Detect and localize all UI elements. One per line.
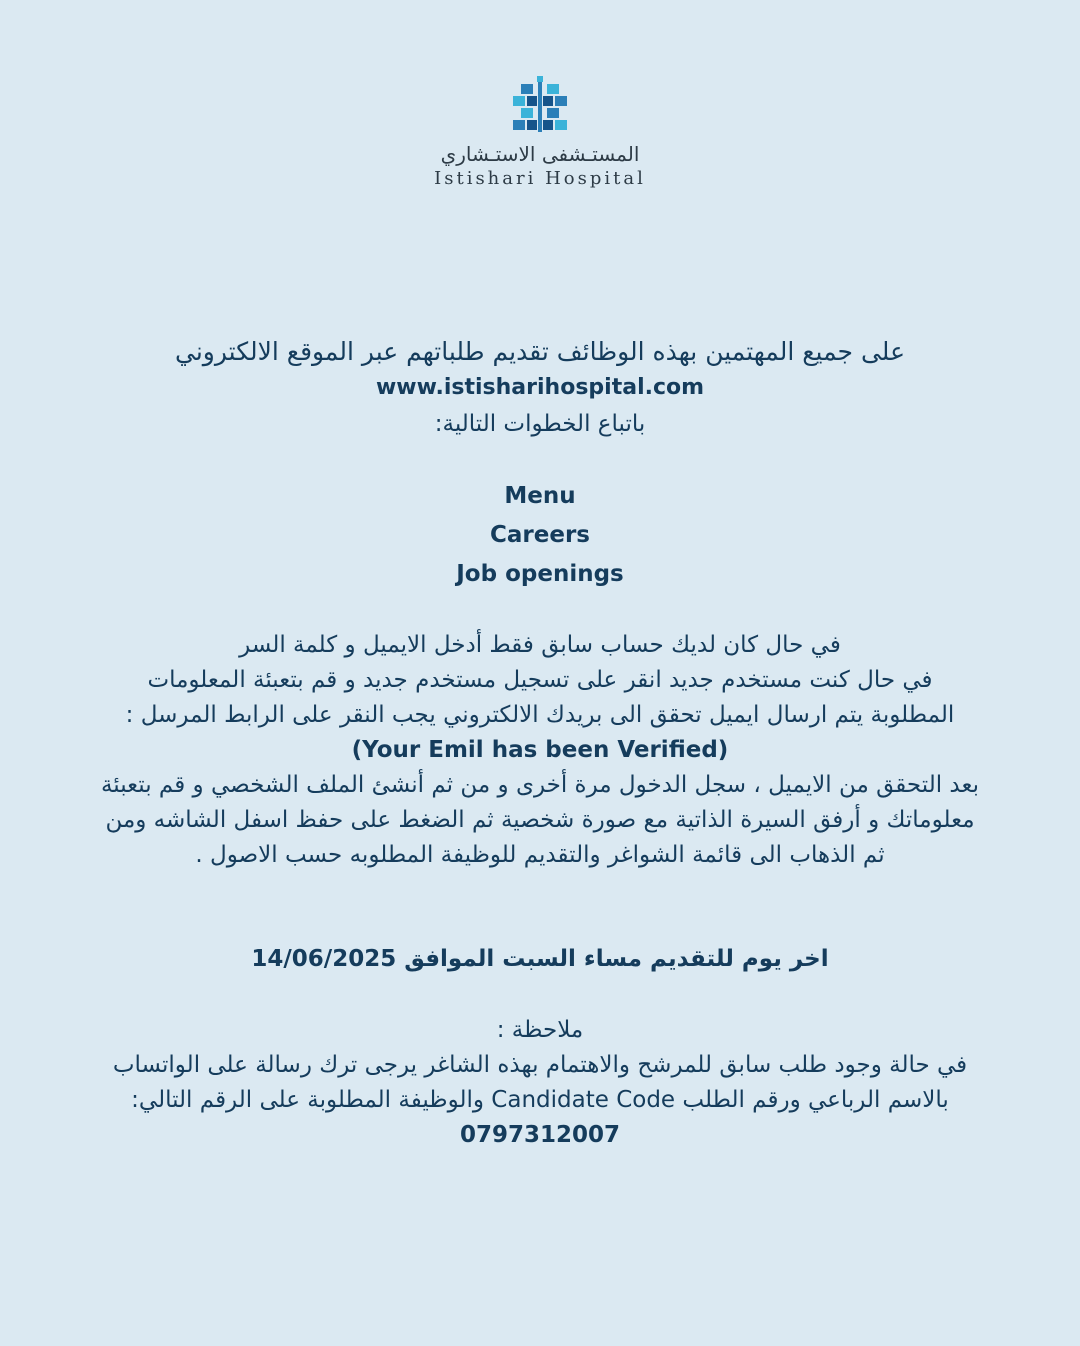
steps-intro: باتباع الخطوات التالية: bbox=[434, 411, 646, 437]
menu-step-job-openings: Job openings bbox=[456, 561, 624, 587]
instruction-line: المطلوبة يتم ارسال ايميل تحقق الى بريدك الالكتروني يجب النقر على الرابط المرسل : bbox=[125, 702, 955, 728]
menu-path bbox=[40, 477, 1040, 594]
verified-message: (Your Emil has been Verified) bbox=[351, 737, 729, 763]
logo-name-english: Istishari Hospital bbox=[434, 168, 646, 189]
instruction-line: في حال كنت مستخدم جديد انقر على تسجيل مستخدم جديد و قم بتعبئة المعلومات bbox=[147, 667, 933, 693]
instruction-line: معلوماتك و أرفق السيرة الذاتية مع صورة شخصية ثم الضغط على حفظ اسفل الشاشه ومن bbox=[105, 807, 975, 833]
note-line: بالاسم الرباعي ورقم الطلب Candidate Code والوظيفة المطلوبة على الرقم التالي: bbox=[131, 1087, 949, 1113]
intro-line: على جميع المهتمين بهذه الوظائف تقديم طلباتهم عبر الموقع الالكتروني bbox=[174, 337, 905, 366]
logo-name-arabic: المستـشفى الاستـشاري bbox=[440, 142, 640, 166]
menu-step-careers: Careers bbox=[490, 522, 590, 548]
instruction-line: بعد التحقق من الايميل ، سجل الدخول مرة أخرى و من ثم أنشئ الملف الشخصي و قم بتعبئة bbox=[100, 772, 980, 798]
intro-section bbox=[40, 334, 1040, 442]
note-section bbox=[40, 1013, 1040, 1153]
phone-number[interactable]: 0797312007 bbox=[459, 1122, 621, 1148]
menu-step-menu: Menu bbox=[504, 483, 576, 509]
instructions-section bbox=[40, 628, 1040, 873]
note-title: ملاحظة : bbox=[496, 1017, 584, 1043]
note-line: في حالة وجود طلب سابق للمرشح والاهتمام بهذه الشاغر يرجى ترك رسالة على الواتساب bbox=[112, 1052, 968, 1078]
website-link[interactable]: www.istisharihospital.com bbox=[375, 375, 705, 400]
hospital-logo bbox=[0, 76, 1080, 189]
instruction-line: في حال كان لديك حساب سابق فقط أدخل الايميل و كلمة السر bbox=[239, 632, 841, 658]
instruction-line: ثم الذهاب الى قائمة الشواغر والتقديم للوظيفة المطلوبه حسب الاصول . bbox=[195, 842, 885, 868]
deadline-section bbox=[40, 942, 1040, 977]
deadline-text: اخر يوم للتقديم مساء السبت الموافق 14/06/2025 bbox=[251, 946, 829, 972]
hospital-logo-icon bbox=[513, 76, 567, 134]
